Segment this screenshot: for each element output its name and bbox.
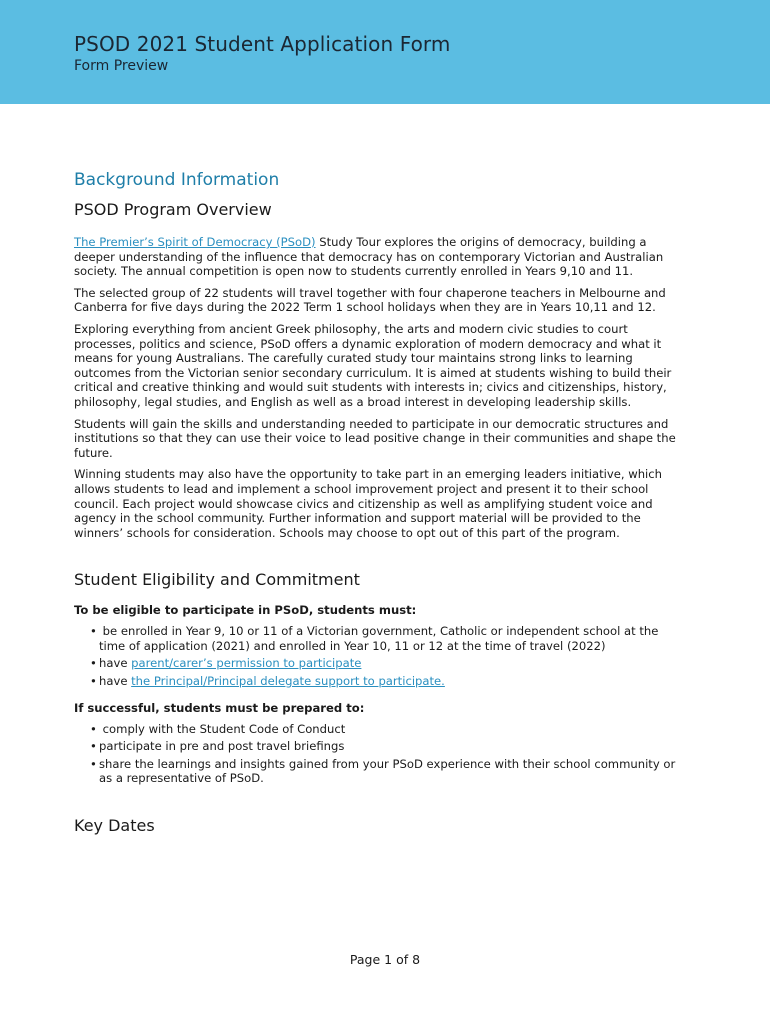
list-item — [90, 656, 684, 671]
form-header — [0, 0, 770, 104]
bullet-icon: • — [90, 656, 97, 671]
list-item-text: comply with the Student Code of Conduct — [99, 721, 346, 736]
page-indicator: Page 1 of 8 — [349, 952, 421, 967]
overview-paragraph-3: Exploring everything from ancient Greek philosophy, the arts and modern civic studies to court processes, politics and science, PSoD offers a dynamic exploration of modern democracy and what it means for young Australians. The carefully curated study tour maintains strong links to learning outcomes from the Victorian senior secondary curriculum. It is aimed at students wishing to build their critical and creative thinking and would suit students with interests in; civics and citizenships, history, philosophy, legal studies, and English as well as a broad interest in developing leadership skills. — [74, 321, 672, 409]
list-item — [90, 624, 684, 653]
overview-paragraph-5: Winning students may also have the opportunity to take part in an emerging leaders initiative, which allows students to lead and implement a school improvement project and present it to their school council. Each project would showcase civics and citizenship as well as amplifying student voice and agency in the school community. Further information and support material will be provided to the winners’ schools for consideration. Schools may choose to opt out of this part of the program. — [74, 467, 662, 540]
eligibility-heading: Student Eligibility and Commitment — [74, 570, 360, 590]
list-item — [90, 739, 684, 754]
overview-paragraph-1 — [74, 235, 684, 279]
list-item-text: have — [99, 674, 132, 689]
key-dates-heading: Key Dates — [74, 816, 155, 836]
commitment-list — [74, 722, 684, 786]
list-item — [90, 674, 684, 689]
form-subtitle: Form Preview — [74, 58, 169, 74]
list-item-text: participate in pre and post travel briefings — [99, 739, 345, 754]
list-item — [90, 757, 684, 786]
background-heading: Background Information — [74, 170, 280, 190]
psod-link[interactable]: The Premier’s Spirit of Democracy (PSoD) — [74, 235, 316, 249]
program-overview-heading: PSOD Program Overview — [74, 200, 272, 219]
form-content — [74, 170, 684, 849]
eligibility-requirements-list — [74, 624, 684, 688]
principal-support-link[interactable]: the Principal/Principal delegate support to participate. — [131, 674, 445, 689]
overview-paragraph-4: Students will gain the skills and understanding needed to participate in our democratic structures and institutions so that they can use their voice to lead positive change in their communities and shape the future. — [74, 416, 676, 460]
bullet-icon: • — [90, 674, 97, 689]
overview-paragraph-2: The selected group of 22 students will travel together with four chaperone teachers in Melbourne and Canberra for five days during the 2022 Term 1 school holidays when they are in Years 10,11 and 12. — [74, 285, 666, 315]
list-item-text: share the learnings and insights gained from your PSoD experience with their school community or as a representative of PSoD. — [99, 756, 676, 786]
parent-permission-link[interactable]: parent/carer’s permission to participate — [131, 656, 362, 671]
list-item — [90, 722, 684, 737]
bullet-icon: • — [90, 756, 97, 771]
commitment-label: If successful, students must be prepared to: — [74, 700, 365, 715]
bullet-icon: • — [90, 721, 97, 736]
list-item-text: have — [99, 656, 132, 671]
bullet-icon: • — [90, 624, 97, 639]
bullet-icon: • — [90, 739, 97, 754]
overview-paragraph-1-text: Study Tour explores the origins of democracy, building a deeper understanding of the influence that democracy has on contemporary Victorian and Australian society. The annual competition is open now to students currently enrolled in Years 9,10 and 11. — [74, 235, 664, 279]
eligibility-requirements-label: To be eligible to participate in PSoD, students must: — [74, 603, 417, 618]
form-title: PSOD 2021 Student Application Form — [74, 32, 451, 56]
list-item-text: be enrolled in Year 9, 10 or 11 of a Victorian government, Catholic or independent school at the time of application (2021) and enrolled in Year 10, 11 or 12 at the time of travel (2022) — [99, 624, 659, 653]
